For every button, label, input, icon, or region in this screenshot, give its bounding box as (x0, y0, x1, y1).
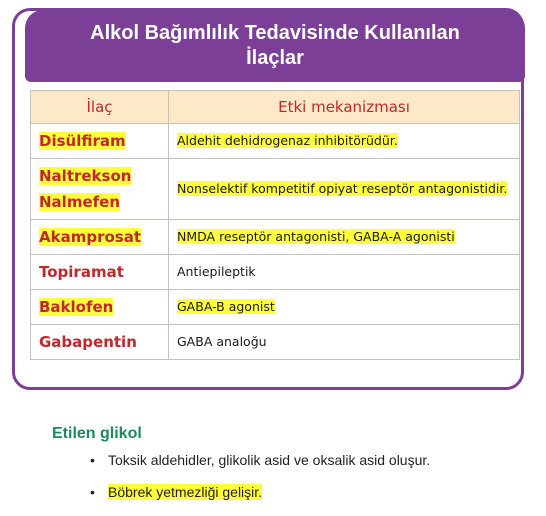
table-row (31, 290, 520, 325)
card-title (25, 10, 525, 82)
bullet-dot-icon: • (90, 452, 95, 468)
card-title-line-1: Alkol Bağımlılık Tedavisinde Kullanılan (90, 22, 460, 44)
drug-name: Gabapentin (39, 333, 137, 351)
drug-name: Naltrekson (39, 167, 132, 185)
bullet-text: Böbrek yetmezliği gelişir. (108, 484, 263, 500)
card-title-line-2: İlaçlar (246, 47, 304, 69)
table-row (31, 325, 520, 360)
mechanism-text: Nonselektif kompetitif opiyat reseptör antagonistidir. (177, 181, 508, 196)
mechanism-text: Antiepileptik (177, 264, 256, 279)
mechanism-cell (169, 255, 520, 290)
mechanism-text: NMDA reseptör antagonisti, GABA-A agonisti (177, 229, 455, 244)
drug-cell (31, 124, 169, 159)
table-row (31, 159, 520, 220)
table-row (31, 124, 520, 159)
section-title: Etilen glikol (52, 425, 142, 442)
drug-name: Baklofen (39, 298, 114, 316)
mechanism-text: GABA analoğu (177, 334, 267, 349)
mechanism-text: Aldehit dehidrogenaz inhibitörüdür. (177, 133, 398, 148)
bullet-dot-icon: • (90, 484, 95, 500)
header-mechanism: Etki mekanizması (169, 91, 520, 124)
drug-name: Akamprosat (39, 228, 141, 246)
mechanism-text: GABA-B agonist (177, 299, 275, 314)
mechanism-cell (169, 124, 520, 159)
drug-cell (31, 220, 169, 255)
drug-cell (31, 290, 169, 325)
table-row (31, 220, 520, 255)
drug-name: Nalmefen (39, 193, 120, 211)
drug-name: Topiramat (39, 263, 124, 281)
table-header-row (31, 91, 520, 124)
mechanism-cell (169, 159, 520, 220)
drug-name: Disülfiram (39, 132, 126, 150)
bullet-text: Toksik aldehidler, glikolik asid ve oksalik asid oluşur. (108, 452, 431, 468)
header-drug: İlaç (31, 91, 169, 124)
list-item (88, 449, 430, 471)
drug-cell (31, 159, 169, 220)
drug-cell (31, 325, 169, 360)
mechanism-cell (169, 325, 520, 360)
list-item (88, 481, 430, 503)
drug-table (30, 90, 520, 360)
bullet-list (88, 449, 430, 513)
mechanism-cell (169, 220, 520, 255)
table-row (31, 255, 520, 290)
drug-cell (31, 255, 169, 290)
mechanism-cell (169, 290, 520, 325)
